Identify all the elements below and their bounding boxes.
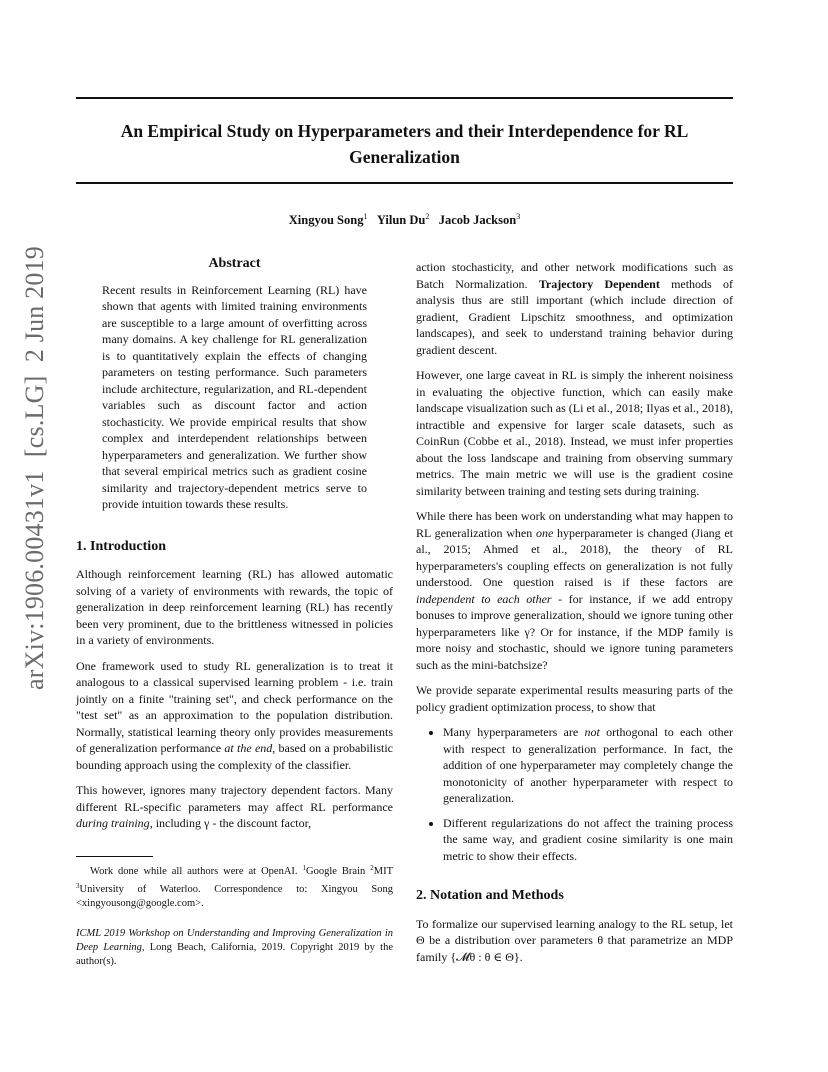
affiliation-mark: 2 [425,212,430,221]
title-rule-bottom [76,182,733,184]
bullet-item: • Many hyperparameters are not orthogonal to each other with respect to generalization performance. In fact, the addition of one hyperparameter may completely change the monotonicity of another hyperparameter with respect to generalization. [443,724,733,807]
author-name: Xingyou Song [288,213,364,227]
bullet-list [416,724,733,864]
right-column [416,259,733,974]
paragraph: action stochasticity, and other network modifications such as Batch Normalization. Trajectory Dependent methods of analysis thus are still important (which include direction of gradient, Gradient Lipschitz smoothness, and optimization landscapes), and seek to understand training behavior during gradient descent. [416,260,733,357]
title-rule-top [76,97,733,99]
paragraph: However, one large caveat in RL is simply the inherent noisiness in evaluating the objective function, which can easily make landscape visualization such as (Li et al., 2018; Ilyas et al., 2018), intractible and expensive for larger scale datasets, such as CoinRun (Cobbe et al., 2018). Instead, we must infer properties about the loss landscape and training from observing summary metrics. The main metric we will use is the gradient cosine similarity between training and testing sets during training. [416,368,733,498]
section-heading-introduction: 1. Introduction [76,538,166,554]
paragraph: Although reinforcement learning (RL) has allowed automatic solving of a variety of environments with rewards, the topic of generalization in deep reinforcement learning (RL) has recently been very prominent, due to the brittleness witnessed in policies in a variety of environments. [76,567,393,647]
paragraph: This however, ignores many trajectory dependent factors. Many different RL-specific parameters may affect RL performance during training, including γ - the discount factor, [76,783,393,830]
paragraph: We provide separate experimental results measuring parts of the policy gradient optimization process, to show that [416,683,733,714]
section-heading-notation: 2. Notation and Methods [416,888,564,903]
venue-note: ICML 2019 Workshop on Understanding and Improving Generalization in Deep Learning, Long Beach, California, 2019. Copyright 2019 by the author(s). [76,927,393,967]
paragraph: One framework used to study RL generalization is to treat it analogous to a classical supervised learning problem - i.e. train jointly on a finite "training set", and check performance on the "test set" as an approximation to the population distribution. Normally, statistical learning theory only provides measurements of generalization performance at the end, based on a probabilistic bounding approach using the complexity of the classifier. [76,658,394,772]
footnote: Work done while all authors were at OpenAI. $^1$Google Brain $^2$MIT $^3$University of Waterloo. Correspondence to: Xingyou Song <xingyousong@google.com>. [76,863,393,909]
author-name: Yilun Du [376,213,426,227]
paragraph: To formalize our supervised learning analogy to the RL setup, let Θ be a distribution over parameters θ that parametrize an MDP family {𝓜θ : θ ∈ Θ}. [416,916,733,964]
arxiv-stamp: arXiv:1906.00431v1 [cs.LG] 2 Jun 2019 [20,246,49,690]
affiliation-mark: 1 [363,212,368,221]
affiliation-mark: 3 [516,212,521,221]
left-column [76,256,393,969]
paragraph: While there has been work on understanding what may happen to RL generalization when one hyperparameter is changed (Jiang et al., 2015; Ahmed et al., 2018), the theory of RL hyperparameters's coupling effects on generalization is not fully understood. One question raised is if these factors are independent to each other - for instance, if we add entropy bonuses to improve generalization, should we ignore tuning other hyperparameters like γ? Or for instance, if the MDP family is more noisy and stochastic, should we ignore tuning parameters such as the mini-batchsize? [416,509,733,672]
paper-title: An Empirical Study on Hyperparameters and their Interdependence for RL Generalization [120,121,689,167]
author-name: Jacob Jackson [438,213,517,227]
abstract-heading: Abstract [208,256,261,271]
author-list [76,212,733,228]
abstract-text: Recent results in Reinforcement Learning (RL) have shown that agents with limited training environments are susceptible to a large amount of overfitting across many domains. A key challenge for RL generalization is to quantitatively explain the effects of changing parameters on testing performance. Such parameters include architecture, regularization, and RL-dependent variables such as discount factor and action stochasticity. We provide empirical results that show complex and interdependent relationships between hyperparameters and generalization. We further show that several empirical metrics such as gradient cosine similarity and trajectory-dependent metrics serve to provide intuition towards these results. [102,282,367,511]
footnote-rule [76,856,153,857]
bullet-item: • Different regularizations do not affect the training process the same way, and gradient cosine similarity is one main metric to show their effects. [443,815,733,865]
